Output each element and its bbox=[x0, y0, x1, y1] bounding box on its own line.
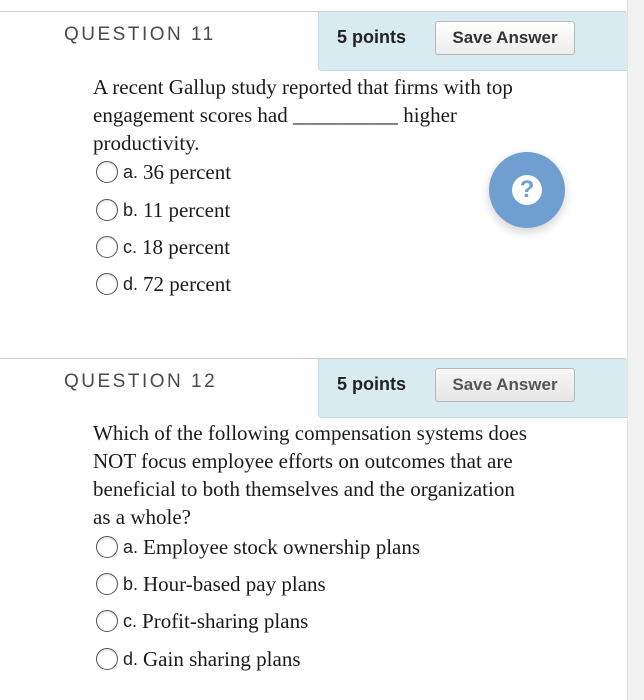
question-12-text-line: Which of the following compensation systems does bbox=[93, 421, 527, 445]
option-text: 11 percent bbox=[143, 197, 231, 222]
option-text: 72 percent bbox=[143, 271, 232, 296]
question-11-option-d[interactable] bbox=[96, 270, 231, 298]
question-12-text-line: as a whole? bbox=[93, 505, 191, 529]
question-11-option-b[interactable] bbox=[96, 196, 230, 224]
question-12-points: 5 points bbox=[337, 374, 407, 394]
radio-button[interactable] bbox=[96, 610, 118, 632]
question-12-option-b[interactable] bbox=[96, 570, 326, 598]
radio-button[interactable] bbox=[96, 536, 118, 558]
question-12-text-line: beneficial to both themselves and the organization bbox=[93, 477, 515, 501]
question-11-option-c[interactable] bbox=[96, 233, 230, 261]
option-letter: a. bbox=[123, 536, 139, 557]
question-11-text bbox=[93, 73, 583, 157]
question-11-text-line: engagement scores had __________ higher bbox=[93, 103, 457, 127]
question-11-title: QUESTION 11 bbox=[64, 24, 216, 45]
radio-button[interactable] bbox=[96, 199, 118, 221]
question-mark-icon: ? bbox=[512, 175, 542, 205]
radio-button[interactable] bbox=[96, 573, 118, 595]
option-letter: b. bbox=[123, 199, 139, 220]
page-scroll-edge bbox=[627, 0, 644, 700]
question-12-header bbox=[0, 359, 626, 419]
question-11-text-line: A recent Gallup study reported that firms with top bbox=[93, 75, 513, 99]
question-12-option-c[interactable] bbox=[96, 607, 308, 635]
question-12-option-a[interactable] bbox=[96, 533, 420, 561]
question-11-points: 5 points bbox=[337, 27, 407, 47]
radio-button[interactable] bbox=[96, 648, 118, 670]
option-text: Profit-sharing plans bbox=[142, 608, 309, 633]
option-letter: a. bbox=[123, 161, 139, 182]
question-11-text-line: productivity. bbox=[93, 131, 200, 155]
question-11-option-a[interactable] bbox=[96, 158, 231, 186]
radio-button[interactable] bbox=[96, 161, 118, 183]
question-12-title: QUESTION 12 bbox=[64, 371, 218, 392]
option-text: Gain sharing plans bbox=[143, 646, 301, 671]
question-12-points-box bbox=[318, 359, 627, 418]
option-text: Employee stock ownership plans bbox=[143, 534, 421, 559]
option-letter: b. bbox=[123, 573, 139, 594]
question-12-text-line: NOT focus employee efforts on outcomes that are bbox=[93, 449, 513, 473]
option-letter: d. bbox=[123, 273, 139, 294]
question-12-option-d[interactable] bbox=[96, 645, 301, 673]
question-12-text bbox=[93, 419, 583, 531]
option-text: Hour-based pay plans bbox=[143, 571, 326, 596]
option-text: 18 percent bbox=[142, 234, 231, 259]
radio-button[interactable] bbox=[96, 273, 118, 295]
question-11-points-box bbox=[318, 12, 627, 71]
option-letter: c. bbox=[123, 236, 138, 257]
question-11-header bbox=[0, 12, 626, 72]
question-12-save-answer-button[interactable]: Save Answer bbox=[435, 368, 575, 402]
option-letter: c. bbox=[123, 610, 138, 631]
option-letter: d. bbox=[123, 648, 139, 669]
question-11-save-answer-button[interactable]: Save Answer bbox=[435, 21, 575, 55]
help-button[interactable] bbox=[489, 152, 565, 228]
radio-button[interactable] bbox=[96, 236, 118, 258]
option-text: 36 percent bbox=[143, 159, 232, 184]
